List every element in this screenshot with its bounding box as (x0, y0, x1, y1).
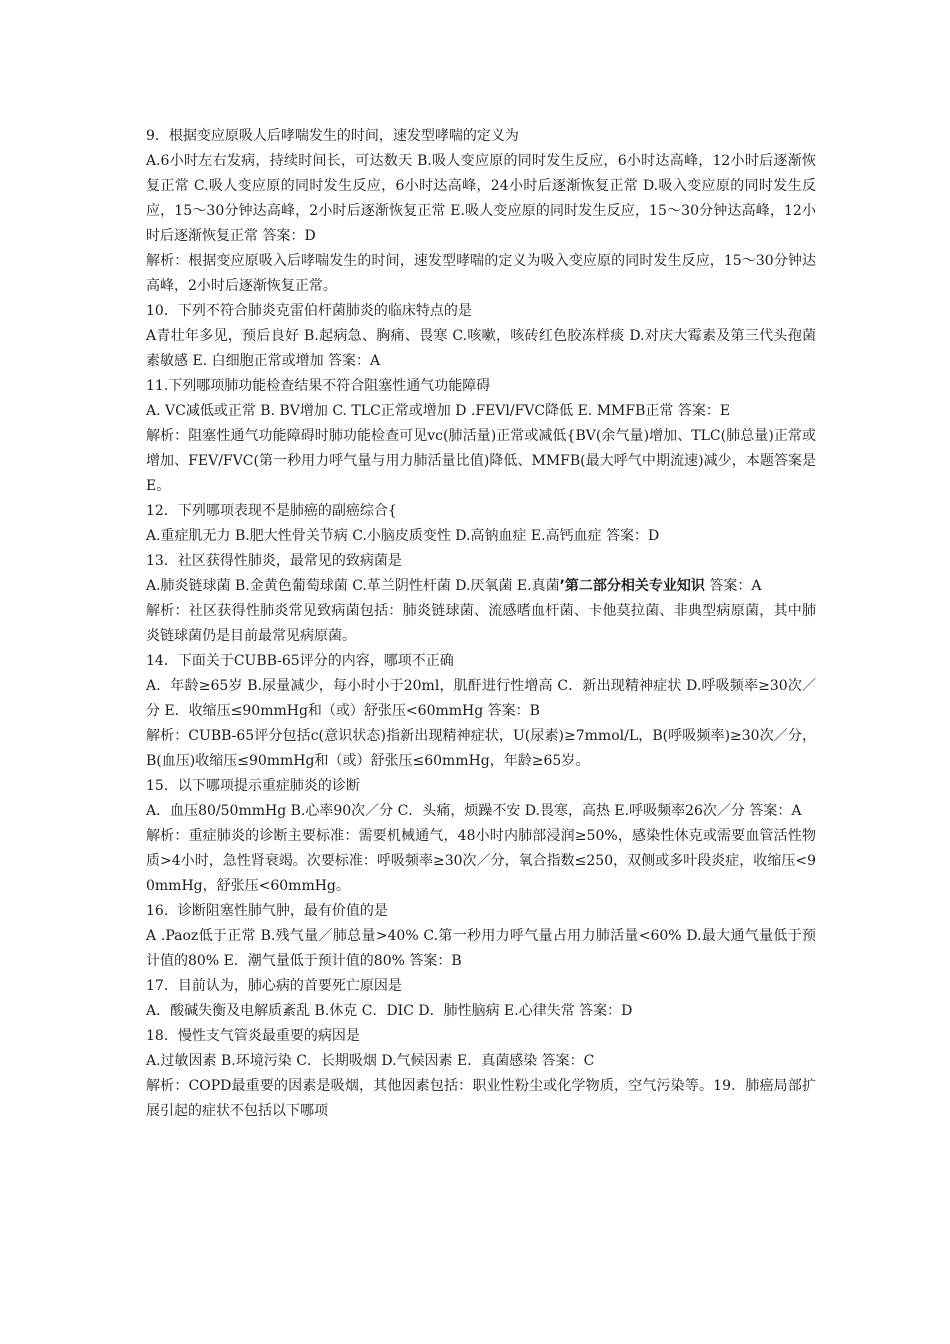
question-16: 16．诊断阻塞性肺气肿，最有价值的是 (146, 903, 388, 919)
question-18: 18．慢性支气管炎最重要的病因是 (146, 1028, 360, 1044)
question-14: 14．下面关于CUBB-65评分的内容，哪项不正确 (146, 653, 454, 669)
question-14-options: A．年龄≥65岁 B.尿量减少，每小时小于20ml，肌酐进行性增高 C．新出现精神症状 D.呼吸频率≥30次／分 E．收缩压≤90mmHg和（或）舒张压<60mmHg 答案：B (146, 678, 816, 719)
question-10: 10．下列不符合肺炎克雷伯杆菌肺炎的临床特点的是 (146, 303, 472, 319)
question-16-options: A .Paoz低于正常 B.残气量／肺总量>40% C.第一秒用力呼气量占用力肺活量<60% D.最大通气量低于预计值的80% E．潮气量低于预计值的80% 答案：B (146, 928, 816, 969)
question-9: 9．根据变应原吸人后哮喘发生的时间，速发型哮喘的定义为 (146, 128, 519, 144)
question-12-options: A.重症肌无力 B.肥大性骨关节病 C.小脑皮质变性 D.高钠血症 E.高钙血症 答案：D (146, 528, 660, 544)
question-13-explanation: 解析：社区获得性肺炎常见致病菌包括：肺炎链球菌、流感嗜血杆菌、卡他莫拉菌、非典型病原菌，其中肺炎链球菌仍是目前最常见病原菌。 (146, 603, 816, 644)
question-11: 11.下列哪项肺功能检查结果不符合阻塞性通气功能障碍 (146, 378, 491, 394)
document-body (146, 124, 816, 1124)
question-14-explanation: 解析：CUBB-65评分包括c(意识状态)指新出现精神症状，U(尿素)≥7mmol/L，B(呼吸频率)≥30次／分，B(血压)收缩压≤90mmHg和（或）舒张压≤60mmHg，年龄≥65岁。 (146, 728, 816, 769)
question-13: 13．社区获得性肺炎，最常见的致病菌是 (146, 553, 402, 569)
question-9-options: A.6小时左右发病，持续时间长，可达数天 B.吸人变应原的同时发生反应，6小时达高峰，12小时后逐渐恢复正常 C.吸人变应原的同时发生反应，6小时达高峰，24小时后逐渐恢复正常 D.吸入变应原的同时发生反应，15～30分钟达高峰，2小时后逐渐恢复正常 E.吸人变应原的同时发生反应，15～30分钟达高峰，12小时后逐渐恢复正常 答案：D (146, 153, 816, 244)
question-15-explanation: 解析：重症肺炎的诊断主要标准：需要机械通气，48小时内肺部浸润≥50%，感染性休克或需要血管活性物质>4小时，急性肾衰竭。次要标准：呼吸频率≥30次／分，氧合指数≤250，双侧或多叶段炎症，收缩压<90mmHg，舒张压<60mmHg。 (146, 828, 816, 894)
question-17-options: A．酸碱失衡及电解质紊乱 B.休克 C．DIC D．肺性脑病 E.心律失常 答案：D (146, 1003, 633, 1019)
question-11-explanation: 解析：阻塞性通气功能障碍时肺功能检查可见vc(肺活量)正常或减低{BV(余气量)增加、TLC(肺总量)正常或增加、FEV/FVC(第一秒用力呼气量与用力肺活量比值)降低、MMFB(最大呼气中期流速)减少，本题答案是E。 (146, 428, 816, 494)
question-15: 15．以下哪项提示重症肺炎的诊断 (146, 778, 360, 794)
question-12: 12．下列哪项表现不是肺癌的副癌综合{ (146, 503, 397, 519)
question-13-choices: A.肺炎链球菌 B.金黄色葡萄球菌 C.革兰阴性杆菌 D.厌氧菌 E.真菌 (146, 578, 560, 594)
question-18-explanation: 解析：COPD最重要的因素是吸烟，其他因素包括：职业性粉尘或化学物质，空气污染等。19．肺癌局部扩展引起的症状不包括以下哪项 (146, 1078, 816, 1119)
question-9-explanation: 解析：根据变应原吸入后哮喘发生的时间，速发型哮喘的定义为吸入变应原的同时发生反应，15～30分钟达高峰，2小时后逐渐恢复正常。 (146, 253, 816, 294)
question-13-answer: 答案：A (704, 578, 762, 594)
question-11-options: A. VC减低或正常 B. BV增加 C. TLC正常或增加 D .FEVl/FVC降低 E. MMFB正常 答案：E (146, 403, 731, 419)
question-15-options: A．血压80/50mmHg B.心率90次／分 C．头痛，烦躁不安 D.畏寒，高热 E.呼吸频率26次／分 答案：A (146, 803, 802, 819)
question-17: 17．目前认为，肺心病的首要死亡原因是 (146, 978, 402, 994)
question-18-options: A.过敏因素 B.环境污染 C．长期吸烟 D.气候因素 E．真菌感染 答案：C (146, 1053, 595, 1069)
section-heading: ’第二部分相关专业知识 (559, 578, 705, 594)
question-13-options (146, 574, 816, 599)
question-10-options: A青壮年多见，预后良好 B.起病急、胸痛、畏寒 C.咳嗽，咳砖红色胶冻样痰 D.对庆大霉素及第三代头孢菌素敏感 E. 白细胞正常或增加 答案：A (146, 328, 816, 369)
